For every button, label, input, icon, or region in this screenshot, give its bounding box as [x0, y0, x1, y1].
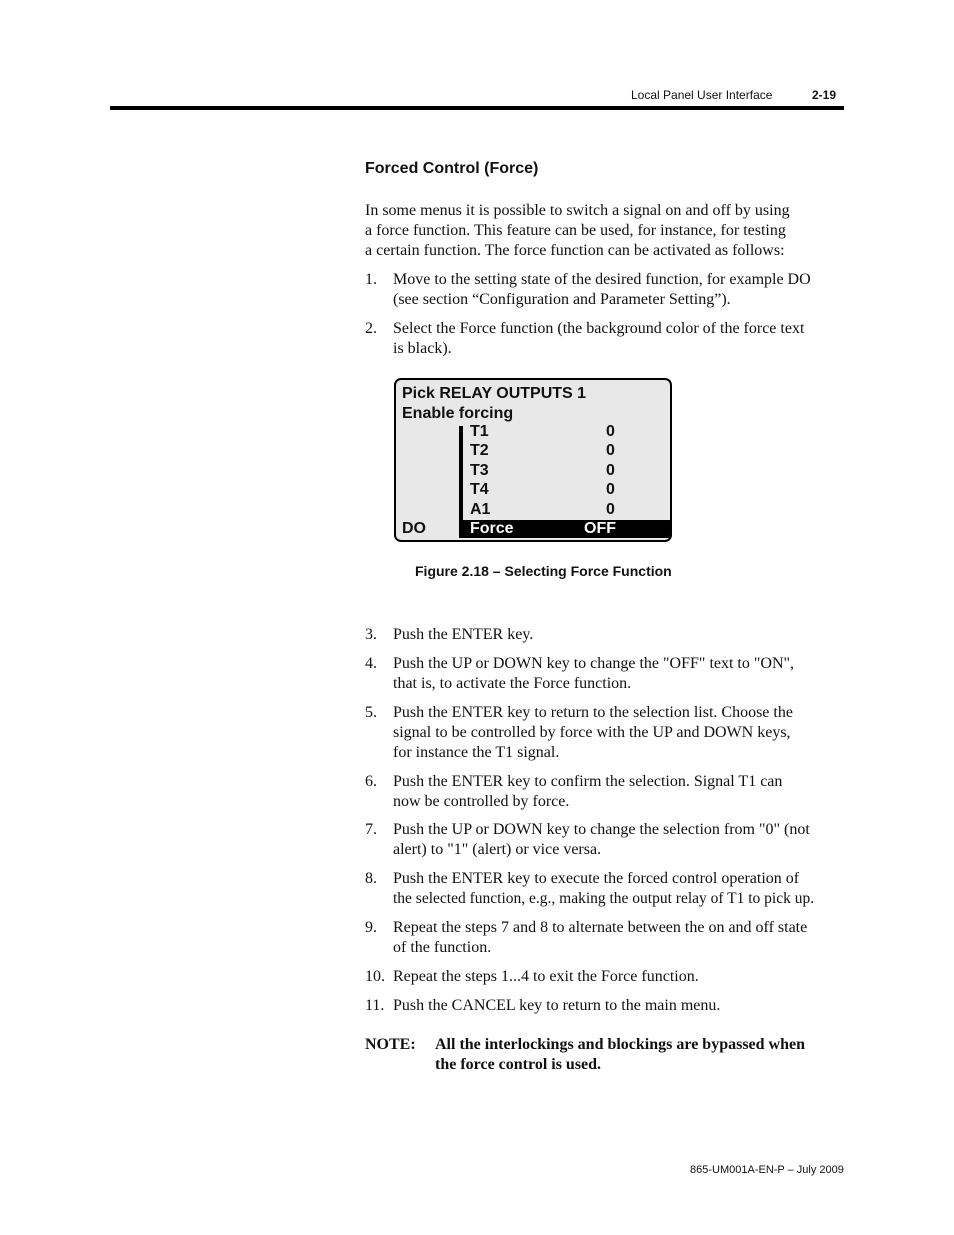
- step-number: 4.: [365, 655, 377, 672]
- step-line: Select the Force function (the background color of the force text: [393, 320, 805, 337]
- note-label: NOTE:: [365, 1036, 416, 1053]
- lcd-subtitle: Enable forcing: [402, 405, 514, 422]
- step-line: Move to the setting state of the desired function, for example DO: [393, 271, 811, 288]
- lcd-display: [394, 378, 672, 542]
- step-line: Push the UP or DOWN key to change the "OFF" text to "ON",: [393, 655, 795, 672]
- step-line: alert) to "1" (alert) or vice versa.: [393, 841, 602, 858]
- step-line: for instance the T1 signal.: [393, 744, 560, 761]
- step-line: (see section “Configuration and Parameter Setting”).: [393, 291, 731, 308]
- lcd-row-label: A1: [470, 501, 491, 518]
- intro-line: a certain function. The force function can be activated as follows:: [365, 242, 785, 259]
- step-number: 8.: [365, 870, 377, 887]
- step-line: Push the CANCEL key to return to the main menu.: [393, 997, 721, 1014]
- lcd-row-value: 0: [606, 501, 615, 518]
- step-number: 5.: [365, 704, 377, 721]
- step-line: is black).: [393, 340, 452, 357]
- lcd-row-value: 0: [606, 423, 615, 440]
- step-number: 10.: [365, 968, 385, 985]
- step-number: 7.: [365, 821, 377, 838]
- step-line: Push the ENTER key to confirm the selection. Signal T1 can: [393, 773, 783, 790]
- note-line: All the interlockings and blockings are bypassed when: [435, 1036, 805, 1053]
- step-number: 6.: [365, 773, 377, 790]
- step-line: Push the UP or DOWN key to change the selection from "0" (not: [393, 821, 810, 838]
- header-rule: [110, 106, 844, 110]
- step-line: Push the ENTER key to execute the forced control operation of: [393, 870, 800, 887]
- step-line: the selected function, e.g., making the output relay of T1 to pick up.: [393, 890, 815, 907]
- note-line: the force control is used.: [435, 1056, 602, 1073]
- page-footer: 865-UM001A-EN-P – July 2009: [690, 1164, 844, 1176]
- lcd-row-label: T3: [470, 462, 489, 479]
- step-line: Push the ENTER key.: [393, 626, 534, 643]
- step-line: now be controlled by force.: [393, 793, 570, 810]
- step-line: Push the ENTER key to return to the selection list. Choose the: [393, 704, 793, 721]
- lcd-title: Pick RELAY OUTPUTS 1: [402, 385, 587, 402]
- lcd-row-value: 0: [606, 442, 615, 459]
- step-line: Repeat the steps 1...4 to exit the Force function.: [393, 968, 699, 985]
- figure-caption: Figure 2.18 – Selecting Force Function: [415, 563, 672, 579]
- lcd-row-label: T4: [470, 481, 489, 498]
- intro-line: a force function. This feature can be used, for instance, for testing: [365, 222, 786, 239]
- step-line: signal to be controlled by force with the UP and DOWN keys,: [393, 724, 791, 741]
- lcd-mode-label: DO: [402, 520, 426, 537]
- lcd-row-label: T1: [470, 423, 489, 440]
- step-line: Repeat the steps 7 and 8 to alternate between the on and off state: [393, 919, 808, 936]
- step-number: 9.: [365, 919, 377, 936]
- section-title: Forced Control (Force): [365, 160, 539, 177]
- step-number: 3.: [365, 626, 377, 643]
- step-number: 1.: [365, 271, 377, 288]
- step-line: of the function.: [393, 939, 492, 956]
- intro-paragraph: [365, 201, 835, 261]
- page-number: 2-19: [812, 88, 837, 102]
- lcd-force-label: Force: [470, 520, 514, 537]
- header-title: Local Panel User Interface: [631, 88, 773, 102]
- step-number: 11.: [365, 997, 385, 1014]
- intro-line: In some menus it is possible to switch a signal on and off by using: [365, 202, 790, 219]
- lcd-row-label: T2: [470, 442, 489, 459]
- lcd-row-value: 0: [606, 481, 615, 498]
- step-number: 2.: [365, 320, 377, 337]
- lcd-row-value: 0: [606, 462, 615, 479]
- step-line: that is, to activate the Force function.: [393, 675, 632, 692]
- lcd-force-value: OFF: [584, 520, 616, 537]
